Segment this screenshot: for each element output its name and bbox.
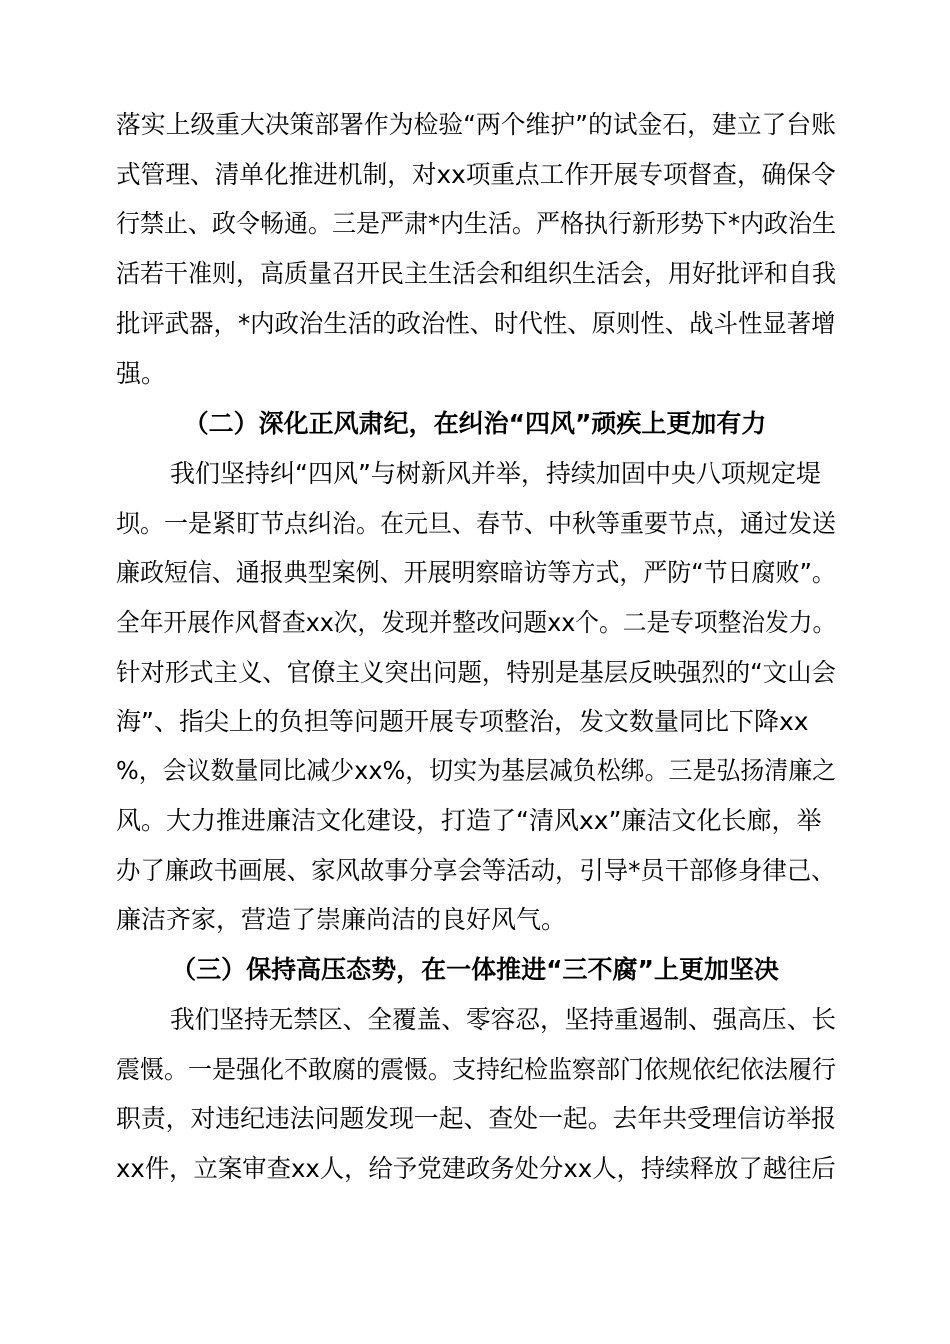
paragraph-line: 廉洁齐家，营造了崇廉尚洁的良好风气。 bbox=[116, 905, 567, 934]
paragraph-line: 针对形式主义、官僚主义突出问题，特别是基层反映强烈的“文山会 bbox=[116, 658, 836, 687]
paragraph-line: 落实上级重大决策部署作为检验“两个维护”的试金石，建立了台账 bbox=[116, 110, 836, 139]
paragraph-line: xx件，立案审查xx人，给予党建政务处分xx人，持续释放了越往后 bbox=[116, 1154, 836, 1183]
paragraph-line: 行禁止、政令畅通。三是严肃*内生活。严格执行新形势下*内政治生 bbox=[116, 209, 837, 238]
paragraph-line: 震慑。一是强化不敢腐的震慑。支持纪检监察部门依规依纪依法履行 bbox=[116, 1055, 837, 1084]
section-heading: （三）保持高压态势，在一体推进“三不腐”上更加坚决 bbox=[171, 955, 779, 984]
paragraph-line: 海”、指尖上的负担等问题开展专项整治，发文数量同比下降xx bbox=[116, 707, 809, 736]
paragraph-line: 我们坚持纠“四风”与树新风并举，持续加固中央八项规定堤 bbox=[170, 459, 821, 488]
paragraph-line: 职责，对违纪违法问题发现一起、查处一起。去年共受理信访举报 bbox=[116, 1104, 837, 1133]
paragraph-line: 强。 bbox=[116, 359, 167, 388]
paragraph-line: 批评武器，*内政治生活的政治性、时代性、原则性、战斗性显著增 bbox=[116, 309, 836, 338]
paragraph-line: 廉政短信、通报典型案例、开展明察暗访等方式，严防“节日腐败”。 bbox=[116, 558, 836, 587]
paragraph-line: 我们坚持无禁区、全覆盖、零容忍，坚持重遏制、强高压、长 bbox=[170, 1005, 837, 1034]
paragraph-line: 风。大力推进廉洁文化建设，打造了“清风xx”廉洁文化长廊，举 bbox=[116, 806, 822, 835]
paragraph-line: 活若干准则，高质量召开民主生活会和组织生活会，用好批评和自我 bbox=[116, 259, 837, 288]
paragraph-line: 式管理、清单化推进机制，对xx项重点工作开展专项督查，确保令 bbox=[116, 160, 836, 189]
paragraph-line: 坝。一是紧盯节点纠治。在元旦、春节、中秋等重要节点，通过发送 bbox=[116, 509, 837, 538]
section-heading: （二）深化正风肃纪，在纠治“四风”顽疾上更加有力 bbox=[183, 409, 767, 438]
paragraph-line: 办了廉政书画展、家风故事分享会等活动，引导*员干部修身律己、 bbox=[116, 856, 836, 885]
paragraph-line: %，会议数量同比减少xx%，切实为基层减负松绑。三是弘扬清廉之 bbox=[116, 756, 837, 785]
paragraph-line: 全年开展作风督查xx次，发现并整改问题xx个。二是专项整治发力。 bbox=[116, 608, 837, 637]
